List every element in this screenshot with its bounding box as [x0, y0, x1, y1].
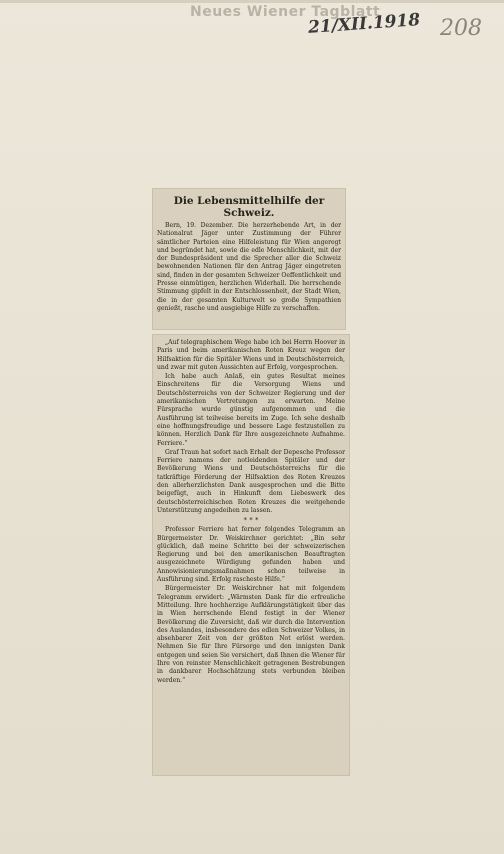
article-paragraph: Bern, 19. Dezember. Die herzerhebende Art, in der Nationalrat Jäger unter Zustimmung der Führer sämtlicher Parteien eine Hilfeleistung für Wien angeregt und begründet hat, sowie die edle Menschlichkeit, mit der der Bundespräsident und die Sprecher aller die Schweiz bewohnenden Nationen für den Antrag Jäger eingetreten sind, finden in der gesamten Schweizer Oeffentlichkeit und Presse einmütigen, herzlichen Widerhall. Die herrschende Stimmung gipfelt in der Entschlossenheit, der Stadt Wien, die in der gesamten Kulturwelt so große Sympathien genießt, rasche und ausgiebige Hilfe zu verschaffen.	[157, 222, 341, 312]
article-paragraph: Graf Traun hat sofort nach Erhalt der Depesche Professor Ferriere namens der notleidenden Spitäler und der Bevölkerung Wiens und Deutschösterreichs für die tatkräftige Förderung der Hilfsaktion des Roten Kreuzes den allerherzlichsten Dank ausgesprochen und die Bitte beigefügt, auch in Hinkunft dem Liebeswerk des deutschösterreichischen Roten Kreuzes die weitgehende Unterstützung angedeihen zu lassen.	[157, 448, 345, 514]
article-headline: Die Lebensmittelhilfe der Schweiz.	[173, 195, 325, 219]
newspaper-clipping-body	[153, 335, 349, 775]
page-number: 208	[440, 16, 482, 41]
article-paragraph: „Auf telegraphischem Wege habe ich bei Herrn Hoover in Paris und beim amerikanischen Roten Kreuz wegen der Hilfsaktion für die Spitäler Wiens und in Deutschösterreich, und zwar mit guten Aussichten auf Erfolg, vorgesprochen.	[157, 339, 345, 371]
article-paragraph: Ich habe auch Anlaß, ein gutes Resultat meines Einschreitens für die Versorgung Wiens und Deutschösterreichs von der Schweizer Regierung und der amerikanischen Vertretungen zu erwarten. Meine Fürsprache wurde günstig aufgenommen und die Ausführung ist teilweise bereits im Zuge. Ich sehe deshalb eine hoffnungsfreudige und bessere Lage festzustellen zu können. Herzlich Dank für Ihre ausgezeichnete Aufnahme. Ferriere.“	[157, 373, 345, 447]
newspaper-name-stamp: Neues Wiener Tagblatt	[190, 4, 381, 20]
handwritten-date: 21/XII.1918	[307, 10, 421, 38]
newspaper-clipping-headline	[153, 189, 345, 329]
section-separator: * * *	[243, 516, 259, 525]
page-top-edge	[0, 0, 504, 3]
article-paragraph: Bürgermeister Dr. Weiskirchner hat mit folgendem Telegramm erwidert: „Wärmsten Dank für die erfreuliche Mitteilung. Ihre hochherzige Aufklärungstätigkeit über das in Wien herrschende Elend festigt in der Wiener Bevölkerung die Zuversicht, daß wir durch die Intervention des Auslandes, insbesondere des edlen Schweizer Volkes, in absehbarer Zeit von der größten Not erlöst werden. Nehmen Sie für Ihre Fürsorge und den innigsten Dank entgegen und seien Sie versichert, daß Ihnen die Wiener für Ihre von reinster Menschlichkeit getragenen Bestrebungen in dankbarer Hochschätzung stets verbunden bleiben werden.“	[157, 585, 345, 684]
article-paragraph: Professor Ferriere hat ferner folgendes Telegramm an Bürgermeister Dr. Weiskirchner gerichtet: „Bin sehr glücklich, daß meine Schritte bei der schweizerischen Regierung und bei den amerikanischen Beauftragten ausgezeichnete Würdigung gefunden haben und Annowisionierungsmaßnahmen schon teilweise in Ausführung sind. Erfolg rascheste Hilfe.“	[157, 526, 345, 584]
